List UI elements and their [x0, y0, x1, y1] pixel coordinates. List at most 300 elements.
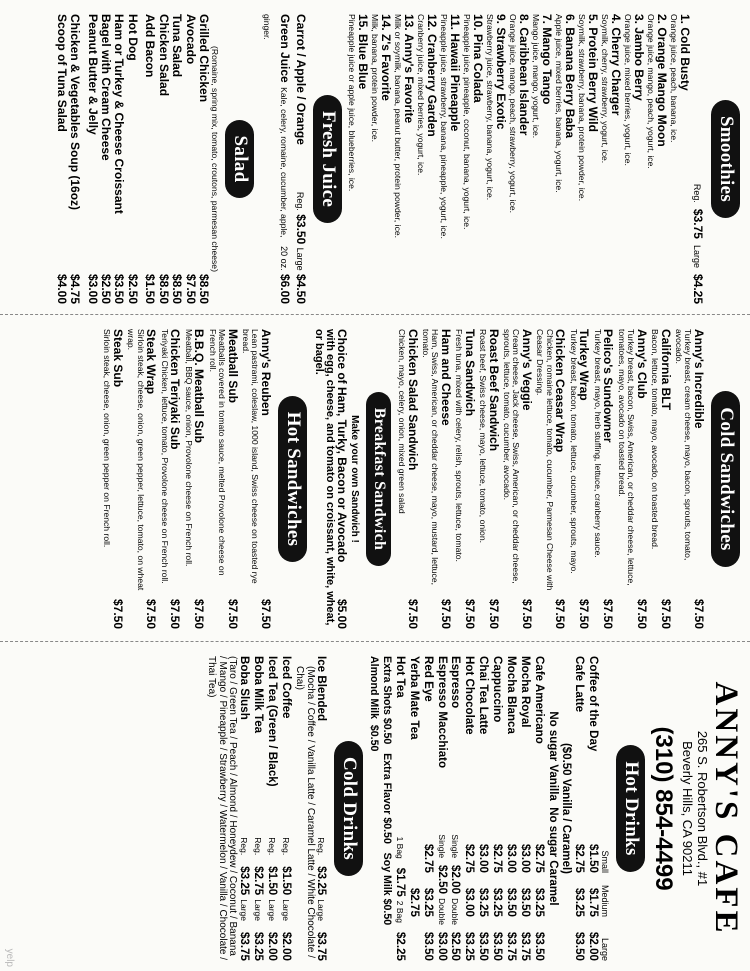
juice-name: Carrot / Apple / Orange [294, 14, 308, 145]
salad-heading: Salad [225, 120, 254, 199]
cold-sandwich-row [439, 329, 452, 629]
cold-sandwich-desc: Roast beef, Swiss cheese, mayo, lettuce, tomato, onion. [478, 329, 489, 544]
extra-name: Ham or Turkey & Cheese Croissant [112, 14, 127, 214]
hot-sandwich-row [112, 329, 125, 629]
cold-sandwich-item [421, 329, 452, 629]
drink-price-large: $3.50 [477, 931, 491, 961]
extra-row [99, 14, 112, 304]
hot-sandwich-item [102, 329, 124, 629]
hot-sandwich-name: Chicken Teriyaki Sub [168, 329, 183, 450]
hot-sandwich-item [160, 329, 182, 629]
drink-row [504, 656, 518, 961]
hot-drinks-heading: Hot Drinks [616, 745, 645, 871]
drink-price-medium: $3.50 [518, 887, 532, 917]
reg-price: $1.50 [266, 866, 280, 896]
breakfast-heading: Breakfast Sandwich [366, 392, 391, 566]
drink-price-large: $2.00 [587, 931, 601, 961]
breakfast-price: $5.00 [335, 598, 350, 629]
smoothie-item [623, 14, 645, 304]
cold-sandwich-price: $7.50 [692, 598, 706, 629]
soup-list [54, 14, 81, 304]
cold-drinks-heading: Cold Drinks [335, 741, 364, 876]
hot-sandwich-name: B.B.Q. Meatball Sub [192, 329, 207, 444]
smoothie-desc: Milk, banana, protein powder, ice. [370, 14, 381, 143]
smoothie-name: 15. Blue Blue [356, 14, 370, 90]
hot-sandwich-item [126, 329, 157, 629]
cold-sandwich-name: Anny's Incredible [692, 329, 706, 429]
smoothie-name: 10. Pina Colada [471, 14, 485, 103]
smoothie-name: 11. Hawaii Pineapple [448, 14, 462, 132]
soup-row [54, 14, 67, 304]
extra-row [112, 14, 125, 304]
hot-sandwich-list [102, 329, 272, 629]
cold-sandwich-item [502, 329, 533, 629]
cold-sandwich-item [592, 329, 614, 629]
hot-sandwich-item [241, 329, 272, 629]
reg-label: Reg. [267, 837, 278, 856]
smoothies-prices [691, 14, 705, 304]
juice-item [259, 14, 293, 304]
hot-sandwich-price: $7.50 [192, 598, 207, 629]
drink-row [435, 656, 449, 961]
smoothie-desc: Orange juice, mixed berries, yogurt, ice. [623, 14, 634, 166]
size-medium-label: Medium [600, 884, 611, 917]
cold-sandwich-desc: Fresh tuna, mixed with celery, relish, sprouts, lettuce, tomato. [454, 329, 465, 562]
juice-item [294, 14, 307, 304]
cold-drink-name: Ice Blended [315, 656, 329, 722]
drink-name: Cappuccino [491, 656, 505, 723]
drink-row [532, 656, 546, 961]
panel-drinks [0, 641, 750, 971]
large-price: $2.00 [266, 931, 280, 961]
cold-sandwich-item [650, 329, 672, 629]
hot-sandwich-item [208, 329, 239, 629]
size-large-label: Large [600, 937, 611, 961]
smoothie-desc: Soymilk, strawberry, banana, protein powder, ice. [577, 14, 588, 202]
hot-sandwich-item [184, 329, 206, 629]
drink-name: Espresso Macchiato [435, 656, 449, 769]
cold-sandwich-row [635, 329, 648, 629]
cold-sandwich-price: $7.50 [520, 598, 535, 629]
cafe-address-line2: Beverly Hills, CA 90211 [680, 741, 696, 876]
extra-price: $3.50 [112, 273, 127, 304]
drink-name: Mocha Royal [518, 656, 532, 728]
smoothie-item [416, 14, 438, 304]
smoothie-desc: Milk or soymilk, banana, peanut butter, protein powder, ice. [393, 14, 404, 239]
cold-sandwich-desc: Turkey breast, bacon, Swiss, American, or cheddar cheese, lettuce, tomatoes, mayo, avocado on toasted bread. [616, 329, 636, 586]
reg-label: Reg. [692, 183, 702, 203]
salad-price: $1.50 [143, 273, 158, 304]
double-label: Double [450, 898, 461, 925]
salad-price: $8.50 [170, 273, 185, 304]
breakfast-name: Choice of Ham, Turky, Bacon or Avocado [335, 329, 350, 563]
cold-sandwich-item [535, 329, 566, 629]
drink-price-small: $2.75 [491, 843, 505, 873]
drink-name: Mocha Blanca [505, 656, 519, 734]
cold-sandwiches-heading: Cold Sandwiches [711, 391, 740, 566]
cold-drink-row [251, 656, 265, 961]
hot-drink-list [462, 656, 545, 961]
extra-price: $2.50 [125, 273, 140, 304]
soup-price: $4.75 [68, 273, 83, 304]
smoothie-name: 12. Cranberry Garden [425, 14, 439, 137]
drink-price-medium: $3.25 [573, 887, 587, 917]
latte-sugarfree-note: No sugar Vanilla No sugar Caramel [547, 711, 560, 906]
reg-price: $3.25 [315, 866, 329, 896]
cold-drink-name: Boba Slush [238, 656, 252, 720]
hot-sandwich-price: $7.50 [144, 598, 159, 629]
salad-price: $8.50 [156, 273, 171, 304]
reg-price: $2.75 [252, 866, 266, 896]
smoothie-desc: Mango juice, mango, yogurt, ice. [531, 14, 542, 139]
single-label: Single [436, 834, 447, 859]
hot-sandwich-desc: Meatball, BBQ sauce, onion, Provolone cheese on French roll. [183, 329, 194, 567]
smoothie-desc: Soymilk, cherry, strawberry, yogurt, ice. [600, 14, 611, 164]
reg-label: Reg. [253, 837, 264, 856]
smoothie-name: 6. Banana Berry Baba [563, 14, 577, 139]
drink-price-small: $2.75 [421, 843, 435, 873]
large-label: Large [692, 244, 702, 268]
smoothie-name: 2. Orange Mango Moon [655, 14, 669, 147]
cold-drink-row [265, 656, 279, 961]
large-price: $3.75 [238, 931, 252, 961]
smoothie-desc: Strawberry juice, strawberry, banana, yogurt, ice. [485, 14, 496, 201]
extra-row [85, 14, 98, 304]
cafe-phone: (310) 854-4499 [650, 726, 678, 891]
hot-sandwich-price: $7.50 [111, 598, 126, 629]
cold-sandwich-item [454, 329, 476, 629]
smoothie-name: 4. Cherry Charger [609, 14, 623, 116]
cold-sandwich-name: Roast Beef Sandwich [486, 329, 501, 452]
large-price: $3.25 [252, 931, 266, 961]
reg-price: $1.50 [280, 866, 293, 896]
soup-row [68, 14, 81, 304]
salad-row [183, 14, 196, 304]
cold-drink-name: Boba Milk Tea [252, 656, 266, 734]
cold-sandwich-name: Ham and Cheese [438, 329, 453, 426]
hot-sandwich-desc: Teriyaki Chicken, lettuce, tomato, Provolone cheese on French roll. [159, 329, 170, 584]
latte-flavor-note: ($0.50 Vanilla / Caramel) [560, 742, 573, 875]
single-price: $2.50 [435, 865, 449, 895]
drink-name: Coffee of the Day [587, 656, 601, 752]
cold-sandwich-row [520, 329, 533, 629]
smoothie-name: 1. Cold Busty [678, 14, 692, 91]
hot-sandwich-name: Meatball Sub [225, 329, 240, 404]
large-label: Large [281, 899, 291, 921]
soup-price: $4.00 [54, 273, 69, 304]
drink-row [462, 656, 476, 961]
juice-name: Green Juice [278, 14, 293, 83]
cold-sandwich-item [478, 329, 500, 629]
drink-price-large: $3.50 [491, 931, 505, 961]
smoothie-name: 7. Mango Tango [540, 14, 554, 105]
cold-sandwich-row [578, 329, 591, 629]
size-small-label: Small [600, 850, 611, 873]
cold-sandwich-price: $7.50 [634, 598, 649, 629]
drink-price-medium: $2.75 [407, 887, 421, 917]
cold-sandwich-price: $7.50 [438, 598, 453, 629]
juice-reg-price: $3.50 [294, 214, 308, 245]
drink-price-medium: $3.25 [532, 887, 546, 917]
cold-sandwich-row [487, 329, 500, 629]
cold-sandwich-name: Chicken Salad Sandwich [405, 329, 420, 471]
hot-sandwich-price: $7.50 [259, 598, 274, 629]
cold-drink-row [279, 656, 293, 961]
drink-name: Red Eye [421, 656, 435, 702]
large-label: Large [267, 899, 278, 921]
smoothie-name: 3. Jambo Berry [632, 14, 646, 101]
smoothie-item [393, 14, 415, 304]
extras-row: Extra Shots $0.50 Extra Flavor $0.50 Soy Milk $0.50 [380, 656, 393, 926]
smoothie-name: 13. Anny's Favorite [402, 14, 416, 124]
smoothie-desc: Pineapple juice, strawberry, banana, pineapple, yogurt, ice. [439, 14, 450, 239]
panel-smoothies-salad [0, 0, 750, 312]
cold-drink-row [315, 656, 329, 961]
drink-name: Espresso [449, 656, 463, 709]
juice-large-price: $4.50 [294, 273, 308, 304]
breakfast-desc: with egg, cheese, and tomato on croissant, white, wheat, or bagel. [312, 329, 337, 626]
hot-sandwich-desc: Lean pastrami, coleslaw, 1000 island, Swiss cheese on toasted rye bread. [241, 329, 261, 584]
drink-price-large: $3.75 [518, 931, 532, 961]
drink-price-medium: $3.25 [477, 887, 491, 917]
drink-price-medium: $1.75 [587, 887, 601, 917]
cold-sandwich-price: $7.50 [405, 598, 420, 629]
ice-blended-note: (Mocha / Coffee / Vanilla Latte / Caramel Latte / White Chocolate / Chai) [293, 666, 316, 958]
cold-sandwich-desc: Cream cheese, Jack cheese, Swiss, American, or cheddar cheese, sprouts, lettuce, tomato, cucumber, avocado. [502, 329, 522, 584]
smoothies-heading: Smoothies [711, 100, 740, 218]
double-price: $2.50 [449, 931, 463, 961]
smoothie-item [439, 14, 461, 304]
cold-sandwich-row [692, 329, 705, 629]
size-header [600, 656, 610, 961]
double-label: Double [436, 898, 447, 925]
salad-name: Chicken Salad [156, 14, 171, 97]
hot-sandwich-price: $7.50 [168, 598, 183, 629]
large-label: Large [316, 899, 327, 921]
smoothie-name: 8. Caribbean Islander [517, 14, 531, 136]
smoothie-item [554, 14, 576, 304]
fresh-juice-heading: Fresh Juice [313, 95, 342, 223]
extra-row [125, 14, 138, 304]
smoothie-desc: Pineapple juice or apple juice, blueberries, ice. [347, 14, 358, 192]
drink-price-small: $2.75 [463, 843, 477, 873]
juice-reg-label: Reg. [295, 191, 305, 211]
reg-price: $3.75 [691, 208, 705, 239]
smoothie-list [347, 14, 691, 304]
cold-sandwich-item [674, 329, 705, 629]
cold-sandwich-name: Anny's Veggie [520, 329, 535, 411]
large-price: $3.75 [315, 931, 329, 961]
smoothie-desc: Orange juice, mango, peach, strawberry, yogurt, ice. [508, 14, 519, 214]
extra-name: Peanut Butter & Jelly [85, 14, 100, 135]
cold-sandwich-name: Turkey Wrap [577, 329, 592, 401]
salad-price: $7.50 [183, 273, 198, 304]
smoothie-item [347, 14, 369, 304]
drink-price-small: $1.50 [587, 843, 601, 873]
drink-name: Cafe Latte [573, 656, 587, 713]
smoothie-desc: Apple juice, mixed berries, banana, yogurt, ice. [554, 14, 565, 193]
drink-price-small: $3.00 [505, 843, 519, 873]
reg-label: Reg. [239, 837, 250, 856]
salad-name: Add Bacon [143, 14, 158, 78]
cold-sandwich-desc: Ham, Swiss, American, or cheddar cheese, mayo, mustard, lettuce, tomato. [420, 329, 441, 586]
hot-sandwich-name: Steak Sub [111, 329, 126, 388]
smoothie-item [370, 14, 392, 304]
salad-note: (Romaine, spring mix, tomato, croutons, parmesan cheese) [210, 46, 221, 272]
drink-price-medium: $3.00 [463, 887, 477, 917]
drink-price-small: $2.75 [573, 843, 587, 873]
salad-row [156, 14, 169, 304]
salad-list [143, 14, 210, 304]
drink-name: Cafe Americano [532, 656, 546, 744]
cold-sandwich-desc: Turkey breast, bacon, tomato, lettuce, cucumber, sprouts, mayo. [568, 329, 579, 574]
drink-price-small: $3.00 [477, 843, 491, 873]
large-price: $2.00 [280, 931, 293, 961]
salad-name: Tuna Salad [170, 14, 185, 78]
drink-price-large: $3.50 [421, 931, 435, 961]
smoothie-item [485, 14, 507, 304]
cold-sandwich-item [397, 329, 419, 629]
cold-sandwich-name: Anny's Club [634, 329, 649, 399]
cold-sandwich-price: $7.50 [601, 598, 616, 629]
cold-sandwich-row [406, 329, 419, 629]
large-price: $4.25 [691, 273, 705, 304]
drink-row [586, 656, 600, 961]
drink-price-medium: $3.50 [505, 887, 519, 917]
salad-row [197, 14, 210, 304]
drink-row [572, 656, 586, 961]
drink-name: Hot Tea [393, 656, 407, 698]
panel-sandwiches [0, 314, 750, 637]
drink-row [421, 656, 435, 961]
hot-sandwich-row [145, 329, 158, 629]
smoothie-item [508, 14, 530, 304]
breakfast-item [312, 329, 348, 629]
cold-sandwich-desc: Chicken, mayo, celery, onion, mixed green salad [396, 329, 407, 514]
smoothie-item [669, 14, 691, 304]
cold-drink-row [237, 656, 251, 961]
hot-sandwich-row [169, 329, 182, 629]
cafe-title: ANNY'S CAFE [708, 681, 744, 936]
cold-sandwich-row [463, 329, 476, 629]
hot-sandwiches-heading: Hot Sandwiches [278, 396, 307, 563]
drink-name: Hot Chocolate [463, 656, 477, 735]
hot-sandwich-name: Steak Wrap [144, 329, 159, 395]
cold-sandwich-item [568, 329, 590, 629]
drink-row [393, 656, 407, 961]
hot-sandwich-price: $7.50 [225, 598, 240, 629]
hot-sandwich-desc: Sirloin steak, cheese, onion, green pepper on French roll. [102, 329, 113, 548]
cold-sandwich-item [616, 329, 647, 629]
one-bag-label: 1 Bag [394, 836, 405, 859]
cold-sandwich-name: Tuna Sandwich [462, 329, 477, 417]
smoothie-name: 14. Z's Favorite [379, 14, 393, 101]
drink-row [407, 656, 421, 961]
salad-name: Grilled Chicken [197, 14, 212, 103]
hot-sandwich-desc: Sirloin steak, cheese, onion, green pepper, lettuce, tomato, on wheat wrap. [126, 329, 146, 591]
smoothie-desc: Pineapple juice, pineapple, coconut, banana, yogurt, ice. [462, 14, 473, 230]
reg-label: Reg. [316, 837, 327, 856]
soup-name: Scoop of Tuna Salad [54, 14, 69, 132]
large-label: Large [239, 899, 250, 921]
cold-drink-list [205, 656, 329, 961]
drink-price-large: $3.25 [463, 931, 477, 961]
hot-sandwich-row [193, 329, 206, 629]
extra-name: Hot Dog [125, 14, 140, 61]
salad-row [143, 14, 156, 304]
drink-name: Yerba Mate Tea [407, 656, 421, 740]
reg-label: Reg. [281, 837, 291, 856]
drink-price-large: $3.50 [573, 931, 587, 961]
cold-sandwich-price: $7.50 [658, 598, 673, 629]
cold-sandwich-price: $7.50 [486, 598, 501, 629]
cold-sandwich-desc: Chicken, romaine lettuce, tomato, cucumber, Parmesan Cheese with Ceasar Dressing. [535, 329, 555, 591]
cafe-address-line1: 265 S. Robertson Blvd., #1 [695, 730, 710, 887]
drink-price-medium: $3.25 [421, 887, 435, 917]
smoothie-name: 9. Strawberry Exotic [494, 14, 508, 130]
salad-row [170, 14, 183, 304]
single-label: Single [450, 834, 461, 859]
extra-price: $3.00 [85, 273, 100, 304]
double-price: $3.00 [435, 931, 449, 961]
extra-name: Bagel with Cream Cheese [99, 14, 114, 161]
hot-sandwich-desc: Meatballs covered in tomato sauce, melted Provolone cheese on French roll. [207, 329, 228, 576]
drink-price-large: $3.75 [505, 931, 519, 961]
drink-price-medium: $3.25 [491, 887, 505, 917]
juice-large-label: Large [295, 247, 305, 271]
smoothie-item [646, 14, 668, 304]
cold-sandwich-name: California BLT [658, 329, 673, 411]
smoothie-item [577, 14, 599, 304]
cold-drink-name: Iced Tea (Green / Black) [266, 656, 280, 787]
cold-sandwich-row [659, 329, 672, 629]
cold-sandwich-desc: Bacon, lettuce, tomato, mayo, avocado, on toasted bread. [650, 329, 660, 550]
juice-desc: Kale, celery, romaine, cucumber, apple, ginger. [262, 14, 290, 238]
two-bag-price: $2.25 [393, 931, 407, 961]
cold-sandwich-price: $7.50 [462, 598, 477, 629]
drink-row [476, 656, 490, 961]
smoothie-item [600, 14, 622, 304]
smoothie-item [462, 14, 484, 304]
cold-sandwich-list [397, 329, 705, 629]
extra-price: $2.50 [99, 273, 114, 304]
drink-row [449, 656, 463, 961]
smoothie-desc: Orange juice, peach, banana, ice. [669, 14, 680, 143]
cold-sandwich-desc: Turkey breast, mayo, herb stuffing, lettuce, cranberry sauce. [592, 329, 603, 558]
almond-milk-row: Almond Milk $0.50 [368, 656, 381, 752]
drink-price-small: $3.00 [518, 843, 532, 873]
single-price: $2.00 [449, 865, 463, 895]
hot-sandwich-row [226, 329, 239, 629]
juice-size-label: 20 oz. [279, 246, 290, 271]
smoothie-name: 5. Protein Berry Wild [586, 14, 600, 132]
hot-sandwich-name: Anny's Reuben [259, 329, 274, 416]
smoothie-desc: Orange juice, mango, peach, yogurt, ice. [646, 14, 657, 169]
cold-sandwich-price: $7.50 [577, 598, 592, 629]
cold-sandwich-name: Pelico's Sundowner [601, 329, 616, 443]
cold-sandwich-name: Chicken Ceasar Wrap [553, 329, 568, 453]
drink-name: Chai Tea Latte [477, 656, 491, 735]
drink-price-large: $3.50 [532, 931, 546, 961]
drink-price-small: $2.75 [532, 843, 546, 873]
hot-sandwich-row [259, 329, 272, 629]
reg-price: $3.25 [238, 866, 252, 896]
salad-price: $8.50 [197, 273, 212, 304]
cold-sandwich-price: $7.50 [553, 598, 568, 629]
smoothie-item [531, 14, 553, 304]
yelp-watermark: yelp [4, 948, 15, 967]
cold-drink-name: Iced Coffee [280, 656, 293, 719]
